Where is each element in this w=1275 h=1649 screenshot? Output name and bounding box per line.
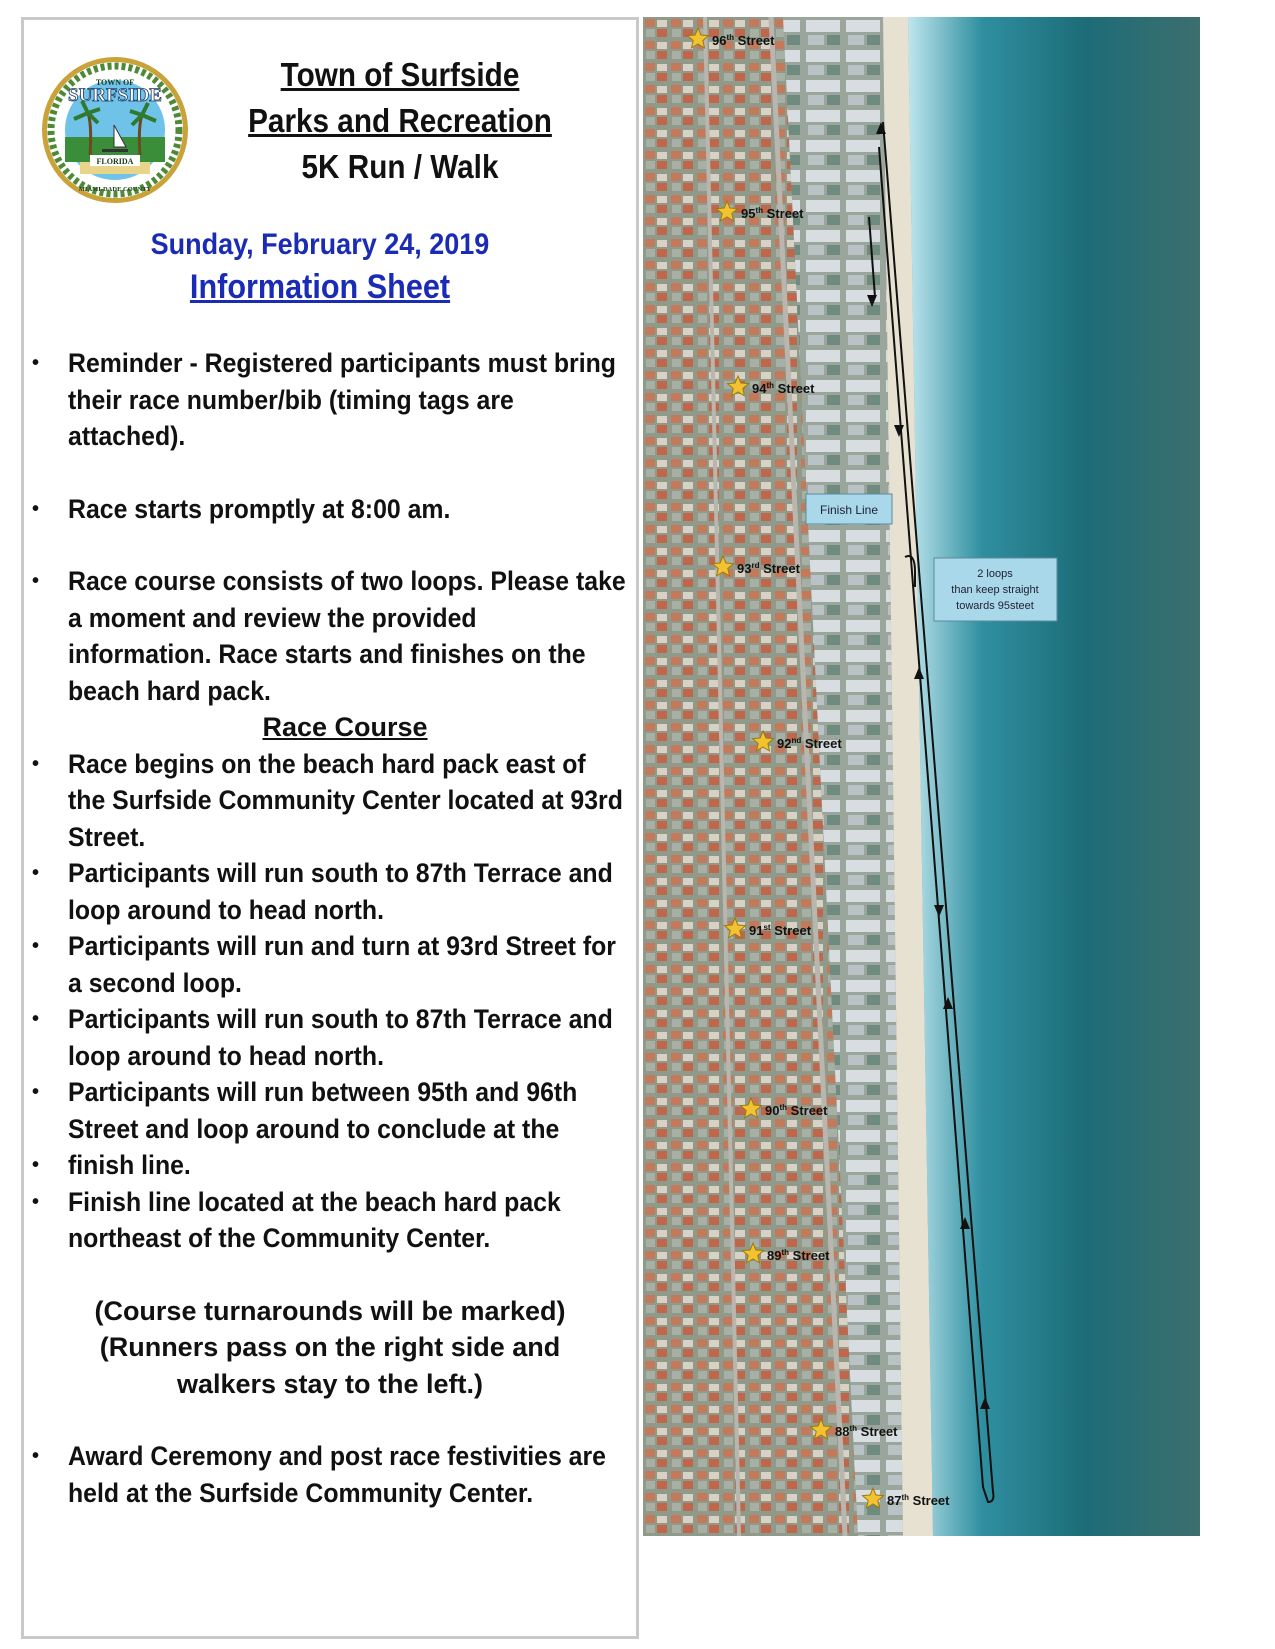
street-label-90: 90th Street [765, 1103, 828, 1118]
list-item: • Finish line located at the beach hard pack northeast of the Community Center. [30, 1184, 630, 1257]
street-label-94: 94th Street [752, 381, 815, 396]
title-line-1: Town of Surfside [280, 56, 520, 93]
loops-label-1: 2 loops [977, 568, 1013, 580]
surfside-seal-logo [40, 55, 190, 205]
list-item: • Race begins on the beach hard pack east of the Surfside Community Center located at 93rd Street. [30, 746, 630, 856]
race-course-map [643, 17, 1200, 1536]
street-label-89: 89th Street [767, 1248, 830, 1263]
list-item: • Participants will run south to 87th Terrace and loop around to head north. [30, 1001, 630, 1074]
turnaround-note: (Course turnarounds will be marked) [94, 1295, 566, 1326]
street-label-95: 95th Street [741, 206, 804, 221]
list-item: • Race course consists of two loops. Please take a moment and review the provided information. Race starts and finishes on the beach hard pack. [30, 563, 630, 709]
finish-line-label: Finish Line [819, 503, 879, 517]
street-label-96: 96th Street [712, 33, 775, 48]
street-label-88: 88th Street [835, 1424, 898, 1439]
list-item: • Participants will run between 95th and 96th Street and loop around to conclude at the [30, 1074, 630, 1147]
street-label-93: 93rd Street [737, 561, 800, 576]
logo-state: FLORIDA [96, 157, 134, 166]
logo-top-text: TOWN OF [95, 78, 135, 87]
title-line-2: Parks and Recreation [248, 102, 552, 139]
street-label-91: 91st Street [749, 923, 812, 938]
loops-label-2: than keep straight [951, 584, 1039, 596]
loops-label-3: towards 95steet [956, 600, 1034, 612]
list-item: • Award Ceremony and post race festivities are held at the Surfside Community Center. [30, 1438, 630, 1511]
list-item: • Reminder - Registered participants must bring their race number/bib (timing tags are attached). [30, 345, 630, 455]
list-item: • Participants will run south to 87th Terrace and loop around to head north. [30, 855, 630, 928]
list-item: • Race starts promptly at 8:00 am. [30, 491, 630, 528]
pass-note: (Runners pass on the right side and walkers stay to the left.) [99, 1332, 561, 1399]
info-bullet-list [30, 345, 630, 1511]
list-item: • Participants will run and turn at 93rd Street for a second loop. [30, 928, 630, 1001]
title-line-3: 5K Run / Walk [301, 148, 499, 185]
info-sheet-heading: Information Sheet [189, 268, 451, 306]
street-label-87: 87th Street [887, 1493, 950, 1508]
logo-name: SURFSIDE [68, 85, 162, 106]
logo-county: MIAMI-DADE COUNTY [78, 186, 152, 193]
page-title [234, 52, 567, 190]
street-label-92: 92nd Street [777, 736, 842, 751]
race-course-heading: Race Course [262, 712, 428, 742]
event-date: Sunday, February 24, 2019 [150, 228, 490, 261]
list-item: • finish line. [30, 1147, 630, 1184]
